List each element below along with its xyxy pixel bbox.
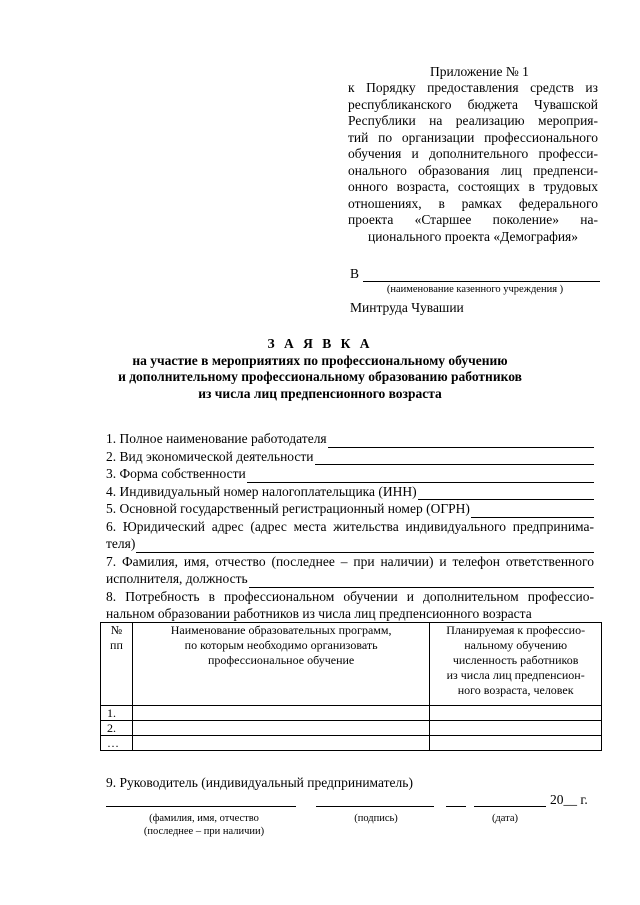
appendix-line: онного возраста, состоящих в трудовых [348, 179, 598, 194]
document-title: З А Я В К А [267, 336, 373, 351]
table-header-planned-count: Планируемая к профессио- нальному обучению численность работников из числа лиц предпенсион- ного возраста, человек [430, 623, 602, 706]
program-name-cell[interactable] [132, 721, 429, 736]
addressee-prefix: В [350, 266, 360, 281]
appendix-line: Республики на реализацию мероприя- [348, 113, 598, 128]
field-label: 5. Основной государственный регистрационный номер (ОГРН) [106, 501, 470, 516]
signature-day-field[interactable] [446, 806, 466, 807]
table-header-row [101, 623, 602, 706]
signature-sign-caption: (подпись) [354, 813, 398, 824]
field-label: 2. Вид экономической деятельности [106, 448, 314, 464]
row-number: 1. [101, 706, 133, 721]
table-header-number: № пп [101, 623, 133, 706]
signature-date-caption: (дата) [491, 813, 519, 824]
field-contact-person-label: 7. Фамилия, имя, отчество (последнее – при наличии) и телефон ответственного [106, 553, 594, 569]
program-name-cell[interactable] [132, 736, 429, 751]
table-row [101, 721, 602, 736]
signature-name-field[interactable] [106, 806, 296, 807]
signature-title: 9. Руководитель (индивидуальный предприниматель) [106, 775, 413, 790]
field-legal-address [106, 535, 594, 553]
employer-name-input[interactable] [328, 434, 594, 448]
field-label: теля) [106, 536, 136, 551]
appendix-line: тий по организации профессионального [348, 129, 598, 145]
signature-name-caption: (фамилия, имя, отчество (последнее – при наличии) [143, 813, 265, 837]
appendix-title: Приложение № 1 [430, 64, 529, 79]
legal-address-input[interactable] [136, 539, 594, 553]
table-row [101, 706, 602, 721]
field-label: исполнителя, должность [106, 571, 248, 586]
document-subtitle-line: на участие в мероприятиях по профессиональному обучению [132, 352, 508, 368]
field-inn [106, 483, 594, 501]
signature-year: 20__ г. [550, 792, 588, 807]
economic-activity-input[interactable] [315, 451, 595, 465]
addressee-row [350, 266, 600, 282]
appendix-line: к Порядку предоставления средств из [348, 80, 598, 95]
signature-sign-field[interactable] [316, 806, 434, 807]
ogrn-input[interactable] [471, 504, 594, 518]
appendix-line: онального образования лиц предпенси- [348, 162, 598, 178]
program-name-cell[interactable] [132, 706, 429, 721]
training-programs-table [100, 622, 602, 751]
field-training-need-label: нальном образовании работников из числа лиц предпенсионного возраста [106, 606, 532, 621]
addressee-hint: (наименование казенного учреждения ) [386, 284, 564, 295]
row-number: … [101, 736, 133, 751]
field-label: 3. Форма собственности [106, 466, 246, 481]
appendix-line: ционального проекта «Демография» [367, 228, 579, 244]
inn-input[interactable] [418, 486, 594, 500]
appendix-line: проекта «Старшее поколение» на- [348, 212, 598, 227]
contact-person-input[interactable] [249, 574, 594, 588]
table-row [101, 736, 602, 751]
table-header-program-name: Наименование образовательных программ, по которым необходимо организовать профессиональное обучение [132, 623, 429, 706]
field-employer-name [106, 430, 594, 448]
field-economic-activity [106, 448, 594, 466]
field-training-need-label: 8. Потребность в профессиональном обучении и дополнительном профессио- [106, 588, 594, 604]
appendix-line: республиканского бюджета Чувашской [348, 96, 598, 112]
planned-count-cell[interactable] [430, 736, 602, 751]
field-ownership-form [106, 465, 594, 483]
appendix-line: обучения и дополнительного професси- [348, 146, 598, 161]
appendix-line: отношениях, в рамках федерального [348, 195, 598, 211]
row-number: 2. [101, 721, 133, 736]
addressee-institution-field[interactable] [363, 267, 600, 282]
addressee-ministry: Минтруда Чувашии [350, 300, 464, 315]
field-contact-person [106, 570, 594, 588]
field-ogrn [106, 500, 594, 518]
signature-month-field[interactable] [474, 806, 546, 807]
document-heading [0, 336, 640, 402]
field-legal-address-label: 6. Юридический адрес (адрес места жительства индивидуального предпринима- [106, 518, 594, 534]
planned-count-cell[interactable] [430, 706, 602, 721]
planned-count-cell[interactable] [430, 721, 602, 736]
application-fields [106, 430, 594, 623]
document-subtitle-line: и дополнительному профессиональному образованию работников [118, 369, 522, 384]
appendix-text [348, 80, 598, 245]
document-subtitle-line: из числа лиц предпенсионного возраста [198, 385, 442, 401]
field-label: 1. Полное наименование работодателя [106, 431, 327, 446]
ownership-form-input[interactable] [247, 469, 594, 483]
field-label: 4. Индивидуальный номер налогоплательщика (ИНН) [106, 483, 417, 499]
